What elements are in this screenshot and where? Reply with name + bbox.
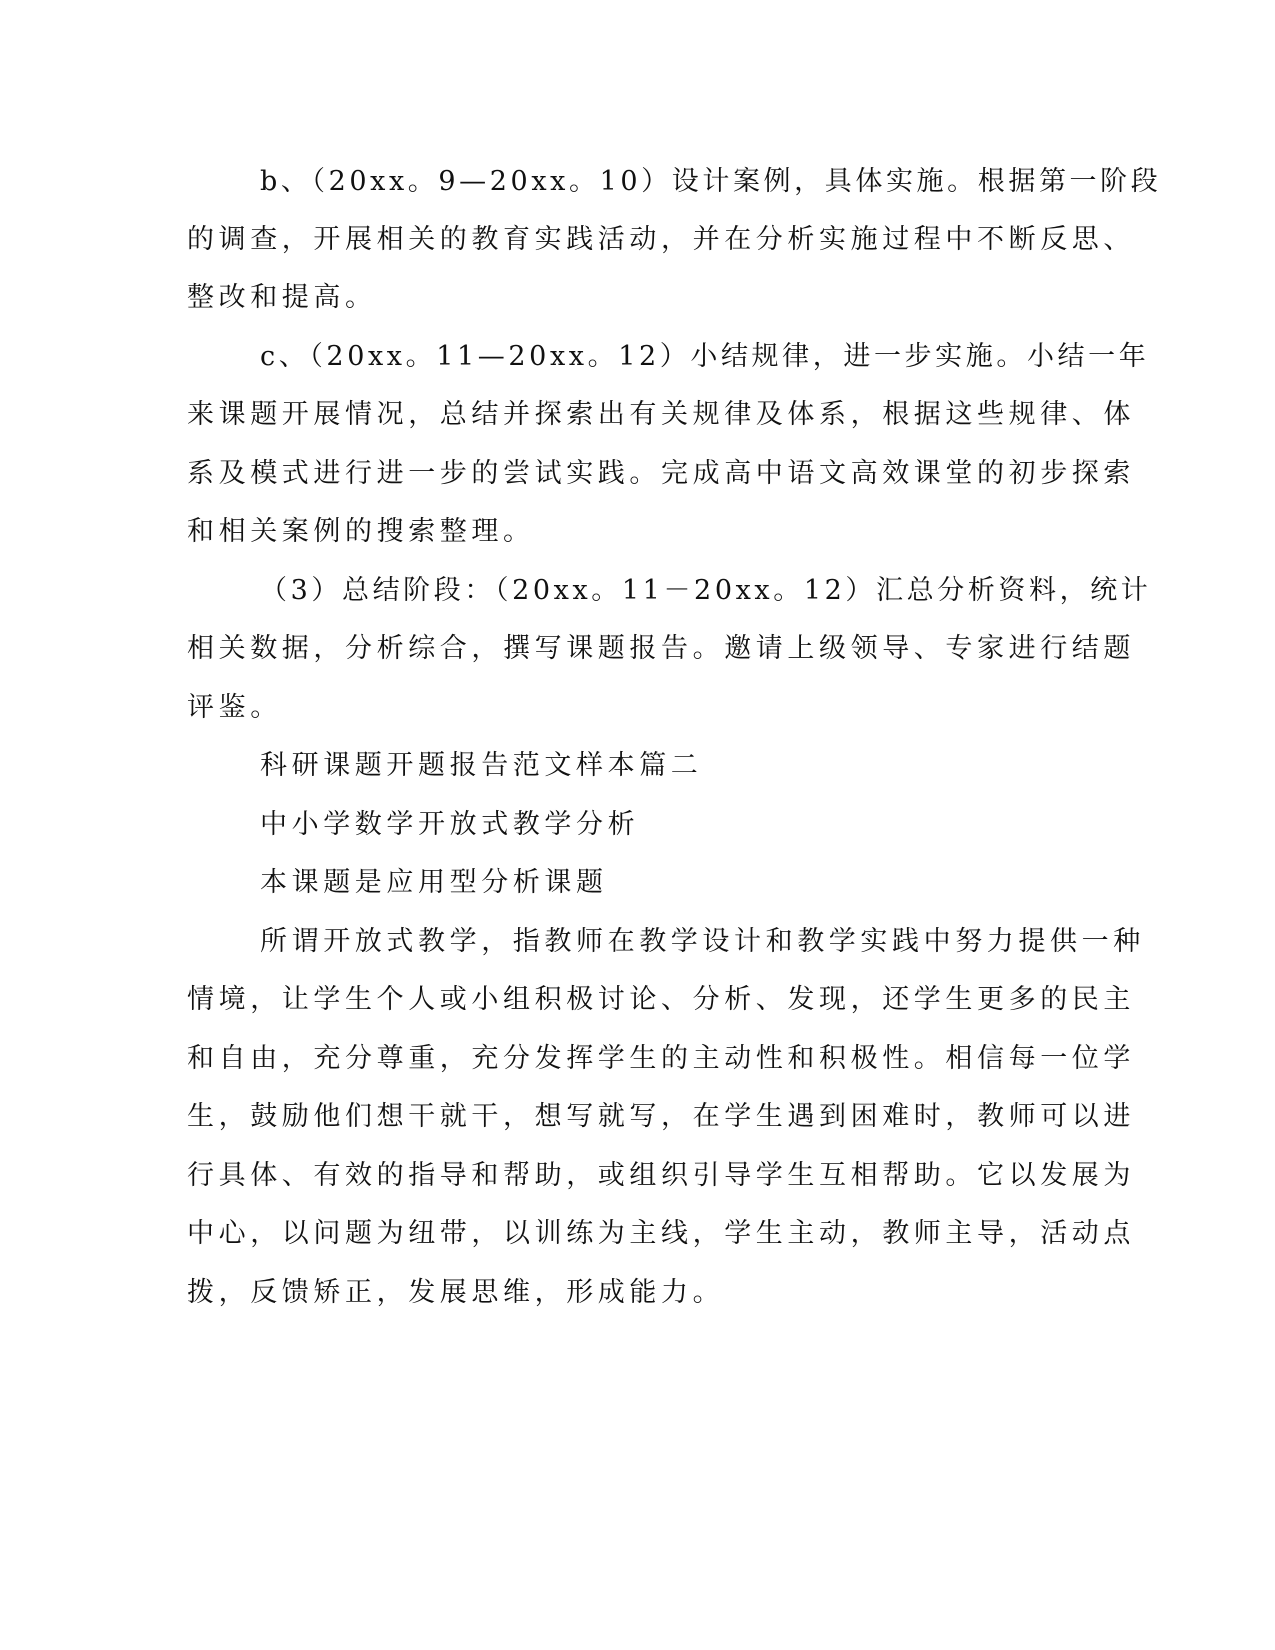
paragraph-open-teaching-line-6: 中心，以问题为纽带，以训练为主线，学生主动，教师主导，活动点 bbox=[187, 1218, 1135, 1249]
paragraph-phase-c-line-1: c、（20xx。11—20xx。12）小结规律，进一步实施。小结一年 bbox=[260, 341, 1150, 372]
topic-name: 中小学数学开放式教学分析 bbox=[260, 809, 640, 840]
paragraph-summary-line-3: 评鉴。 bbox=[187, 692, 282, 723]
paragraph-phase-c-line-2: 来课题开展情况，总结并探索出有关规律及体系，根据这些规律、体 bbox=[187, 399, 1135, 430]
paragraph-open-teaching-line-2: 情境，让学生个人或小组积极讨论、分析、发现，还学生更多的民主 bbox=[187, 984, 1135, 1015]
paragraph-summary-line-2: 相关数据，分析综合，撰写课题报告。邀请上级领导、专家进行结题 bbox=[187, 633, 1135, 664]
paragraph-phase-b-line-3: 整改和提高。 bbox=[187, 282, 377, 313]
paragraph-phase-c-line-3: 系及模式进行进一步的尝试实践。完成高中语文高效课堂的初步探索 bbox=[187, 458, 1135, 489]
paragraph-summary-line-1: （3）总结阶段：（20xx。11－20xx。12）汇总分析资料，统计 bbox=[260, 575, 1152, 606]
paragraph-open-teaching-line-3: 和自由，充分尊重，充分发挥学生的主动性和积极性。相信每一位学 bbox=[187, 1043, 1135, 1074]
paragraph-open-teaching-line-5: 行具体、有效的指导和帮助，或组织引导学生互相帮助。它以发展为 bbox=[187, 1160, 1135, 1191]
paragraph-open-teaching-line-4: 生，鼓励他们想干就干，想写就写，在学生遇到困难时，教师可以进 bbox=[187, 1101, 1135, 1132]
paragraph-phase-c-line-4: 和相关案例的搜索整理。 bbox=[187, 516, 535, 547]
topic-type: 本课题是应用型分析课题 bbox=[260, 867, 608, 898]
section-title: 科研课题开题报告范文样本篇二 bbox=[260, 750, 703, 781]
paragraph-open-teaching-line-7: 拨，反馈矫正，发展思维，形成能力。 bbox=[187, 1277, 725, 1308]
paragraph-phase-b-line-1: b、（20xx。9—20xx。10）设计案例，具体实施。根据第一阶段 bbox=[260, 166, 1162, 197]
paragraph-phase-b-line-2: 的调查，开展相关的教育实践活动，并在分析实施过程中不断反思、 bbox=[187, 224, 1135, 255]
paragraph-open-teaching-line-1: 所谓开放式教学，指教师在教学设计和教学实践中努力提供一种 bbox=[260, 926, 1145, 957]
